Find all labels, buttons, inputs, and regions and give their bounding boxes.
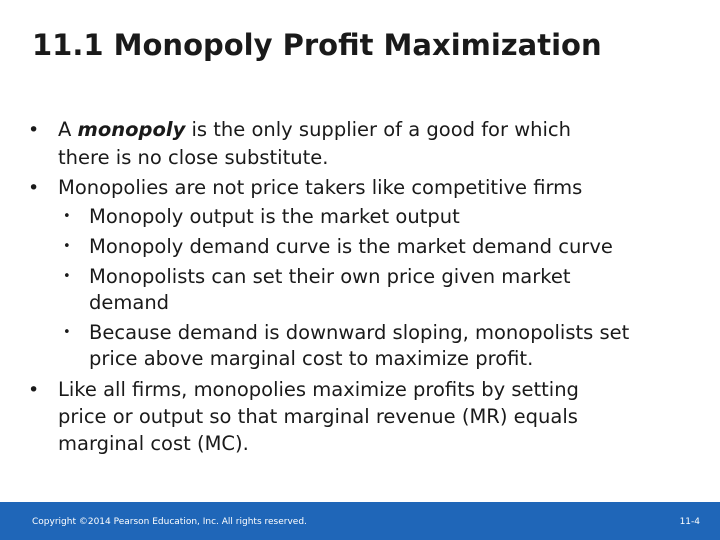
subbullet-marker: • [63,239,71,254]
subbullet-item: Monopoly output is the market output [89,205,460,228]
subbullet-marker: • [63,269,71,284]
bullet-continuation: price or output so that marginal revenue (MR) equals [58,405,578,428]
subbullet-item: Monopoly demand curve is the market demand curve [89,235,613,258]
slide-title: 11.1 Monopoly Profit Maximization [32,28,602,62]
bullet-item: Monopolies are not price takers like competitive firms [58,176,583,199]
subbullet-item: Because demand is downward sloping, monopolists set [89,321,630,344]
copyright-text: Copyright ©2014 Pearson Education, Inc. All rights reserved. [32,517,307,527]
subbullet-marker: • [63,209,71,224]
subbullet-item: Monopolists can set their own price given market [89,265,571,288]
page-number: 11-4 [679,517,700,527]
subbullet-continuation: demand [89,291,170,314]
bullet-marker: • [28,119,40,141]
bullet-text: is the only supplier of a good for which [185,118,572,141]
bullet-continuation: marginal cost (MC). [58,432,249,455]
bullet-item: Like all firms, monopolies maximize profits by setting [58,378,579,401]
bullet-emphasis: monopoly [77,118,186,141]
subbullet-continuation: price above marginal cost to maximize profit. [89,347,534,370]
subbullet-marker: • [63,325,71,340]
bullet-marker: • [28,379,40,401]
bullet-item [58,116,698,144]
bullet-marker: • [28,177,40,199]
footer-bar [0,502,720,540]
bullet-text: A [58,118,78,141]
bullet-continuation: there is no close substitute. [58,146,329,169]
